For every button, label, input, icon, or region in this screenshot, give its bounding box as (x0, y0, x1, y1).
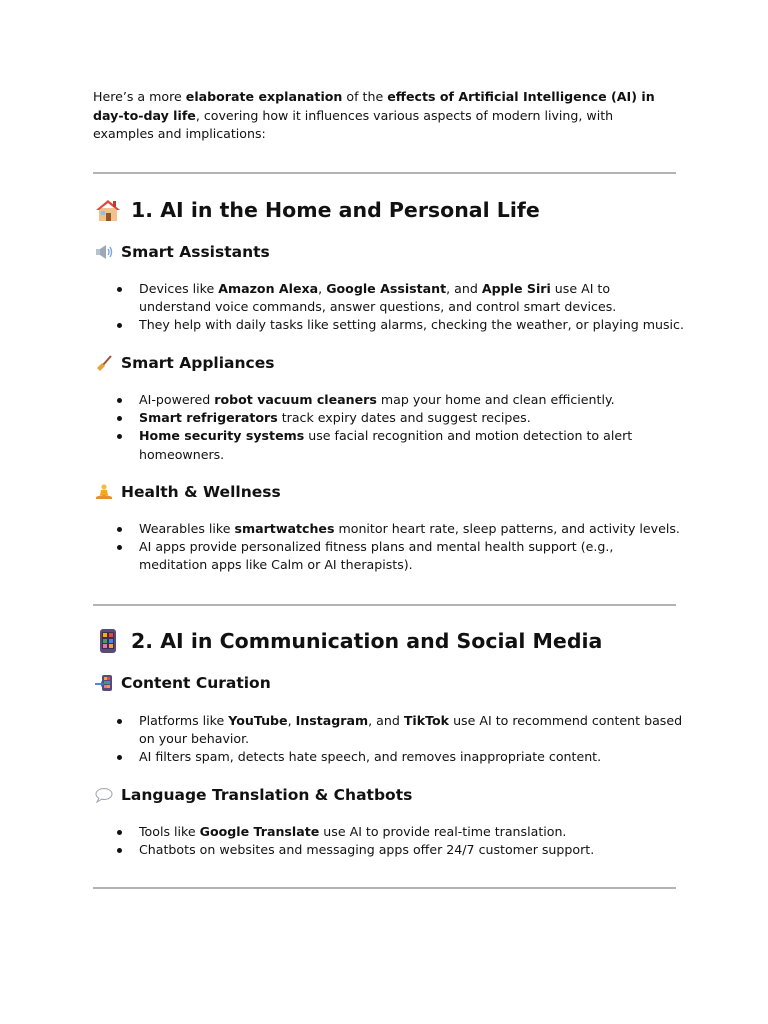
list-item (139, 427, 684, 463)
item-bold: smartwatches (234, 521, 335, 536)
list-item (139, 841, 684, 859)
item-text: monitor heart rate, sleep patterns, and activity levels. (334, 521, 680, 536)
bullet-list (139, 712, 684, 767)
horizontal-rule (93, 172, 676, 174)
bullet-list (139, 280, 684, 335)
section-title: 1. AI in the Home and Personal Life (131, 198, 540, 222)
subsection-heading (95, 241, 270, 263)
item-text: Wearables like (139, 521, 235, 536)
item-text: use AI to understand voice commands, answer questions, and control smart devices. (139, 281, 617, 315)
phone-arrow-icon (95, 675, 113, 691)
item-text: , (318, 281, 327, 296)
item-bold: Apple Siri (481, 281, 551, 296)
horizontal-rule (93, 887, 676, 889)
intro-text: Here’s a more (93, 89, 186, 104)
item-text: map your home and clean efficiently. (376, 392, 615, 407)
item-text: , (287, 713, 296, 728)
subsection-heading (95, 784, 412, 806)
subsection-title: Health & Wellness (121, 483, 281, 501)
list-item (139, 712, 684, 748)
meditation-icon (95, 484, 113, 500)
section-heading (95, 196, 540, 224)
item-text: Platforms like (139, 713, 229, 728)
item-text: track expiry dates and suggest recipes. (277, 410, 531, 426)
subsection-heading (95, 672, 271, 694)
list-item (139, 748, 684, 766)
item-text: AI-powered (139, 392, 215, 407)
subsection-title: Content Curation (121, 674, 271, 692)
list-item (139, 391, 684, 409)
item-bold: Smart refrigerators (139, 410, 278, 426)
item-text: AI apps provide personalized fitness plans and mental health support (e.g., meditation apps like Calm or AI therapists). (139, 539, 614, 573)
list-item (139, 409, 684, 427)
item-text: AI filters spam, detects hate speech, and removes inappropriate content. (139, 749, 602, 765)
subsection-title: Smart Assistants (121, 243, 270, 261)
section-title: 2. AI in Communication and Social Media (131, 629, 603, 653)
item-text: use AI to provide real-time translation. (319, 824, 567, 839)
list-item (139, 520, 684, 538)
phone-icon (95, 629, 121, 653)
section-heading (95, 627, 602, 655)
bullet-list (139, 391, 684, 464)
item-text: They help with daily tasks like setting alarms, checking the weather, or playing music. (139, 317, 684, 333)
item-bold: Home security systems (139, 428, 305, 444)
horizontal-rule (93, 604, 676, 606)
bullet-list (139, 520, 684, 575)
item-bold: TikTok (403, 713, 450, 728)
item-bold: robot vacuum cleaners (214, 392, 377, 407)
item-text: Devices like (139, 281, 219, 296)
item-bold: Amazon Alexa (218, 281, 319, 296)
speech-bubble-icon (95, 787, 113, 803)
subsection-title: Smart Appliances (121, 354, 275, 372)
item-bold: Google Assistant (326, 281, 447, 296)
item-text: Chatbots on websites and messaging apps offer 24/7 customer support. (139, 842, 595, 858)
subsection-title: Language Translation & Chatbots (121, 786, 413, 804)
intro-bold: elaborate explanation (185, 89, 343, 104)
list-item (139, 280, 684, 316)
item-bold: Google Translate (199, 824, 320, 839)
item-bold: YouTube (228, 713, 288, 728)
intro-paragraph (93, 88, 663, 144)
list-item (139, 316, 684, 334)
subsection-heading (95, 352, 274, 374)
list-item (139, 538, 684, 574)
broom-icon (95, 355, 113, 371)
item-bold: Instagram (295, 713, 369, 728)
speaker-icon (95, 244, 113, 260)
item-text: use facial recognition and motion detection to alert homeowners. (139, 428, 633, 462)
item-text: , and (446, 281, 482, 296)
item-text: , and (368, 713, 404, 728)
subsection-heading (95, 481, 281, 503)
bullet-list (139, 823, 684, 859)
item-text: use AI to recommend content based on your behavior. (139, 713, 683, 747)
item-text: Tools like (139, 824, 200, 839)
house-icon (95, 198, 121, 222)
intro-text: , covering how it influences various aspects of modern living, with examples and implications: (93, 107, 614, 141)
intro-text: of the (342, 89, 388, 104)
intro-bold: effects of Artificial Intelligence (AI) in day-to-day life (93, 89, 655, 123)
list-item (139, 823, 684, 841)
